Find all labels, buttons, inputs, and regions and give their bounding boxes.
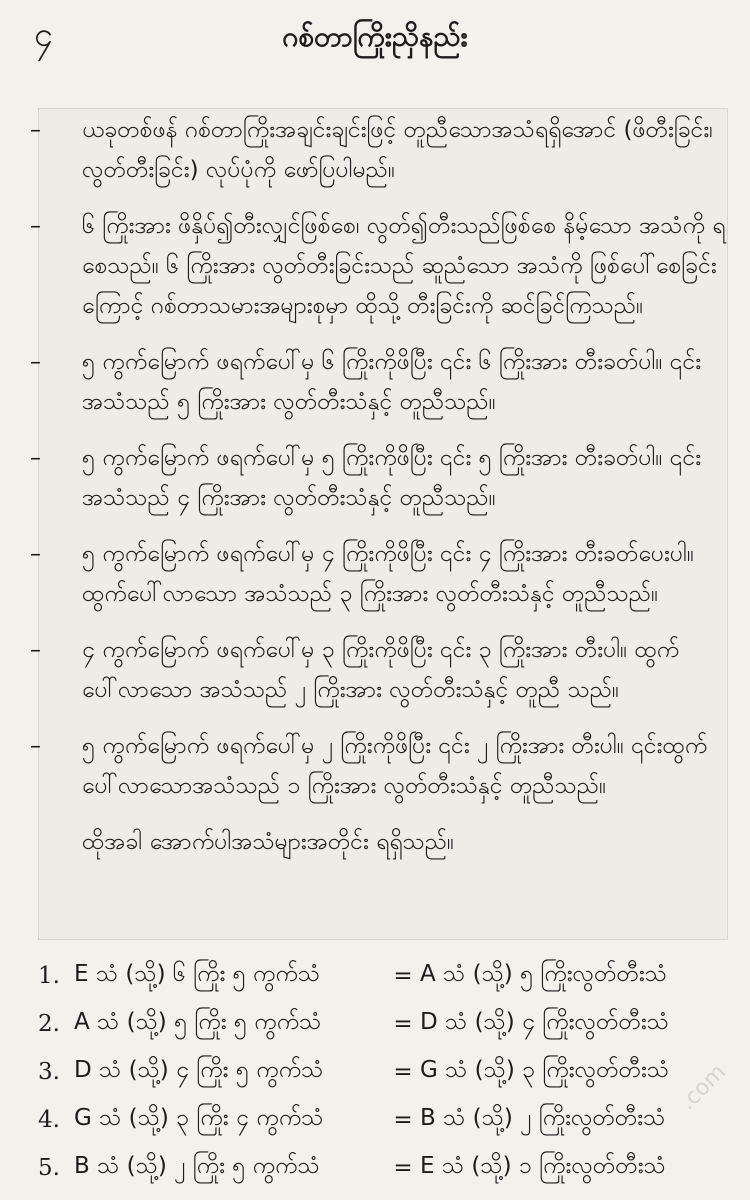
bullet-item — [30, 110, 730, 190]
bullet-text: ၆ ကြိုးအား ဖိနှိပ်၍တီးလျှင်ဖြစ်စေ၊ လွတ်၍တီးသည်ဖြစ်စေ နိမ့်သော အသံကို ရစေသည်။ ၆ ကြိုးအား လွတ်တီးခြင်းသည် ဆူညံသော အသံကို ဖြစ်ပေါ်စေခြင်းကြောင့် ဂစ်တာသမားအများစုမှာ ထိုသို့ တီးခြင်းကို ဆင်ခြင်ကြသည်။ — [82, 213, 726, 319]
bullet-text: ယခုတစ်ဖန် ဂစ်တာကြိုးအချင်းချင်းဖြင့် တူညီသောအသံရရှိအောင် (ဖိတီးခြင်း၊ လွတ်တီးခြင်း) လုပ်ပုံကို ဖော်ပြပါမည်။ — [82, 117, 713, 183]
item-right-text: B သံ (သို့) ၂ ကြိုးလွတ်တီးသံ — [420, 1105, 666, 1131]
list-item — [38, 1048, 738, 1096]
item-right-text: D သံ (သို့) ၄ ကြိုးလွတ်တီးသံ — [420, 1009, 669, 1035]
item-left-text: D သံ (သို့) ၄ ကြိုး ၅ ကွက်သံ — [74, 1057, 324, 1083]
item-left-text: A သံ (သို့) ၅ ကြိုး ၅ ကွက်သံ — [74, 1009, 322, 1035]
bullet-text: ၄ ကွက်မြောက် ဖရက်ပေါ်မှ ၃ ကြိုးကိုဖိပြီး ၎င်း ၃ ကြိုးအား တီးပါ။ ထွက်ပေါ်လာသော အသံသည် ၂ ကြိုးအား လွတ်တီးသံနှင့် တူညီ သည်။ — [82, 637, 680, 703]
item-number: 4. — [38, 1107, 60, 1133]
dash-marker: – — [30, 350, 41, 375]
list-item — [38, 952, 738, 1000]
item-right-text: A သံ (သို့) ၅ ကြိုးလွတ်တီးသံ — [420, 961, 667, 987]
equals-sign: = — [393, 1059, 413, 1085]
numbered-list — [38, 952, 738, 1192]
list-item — [38, 1096, 738, 1144]
list-item — [38, 1144, 738, 1192]
equals-sign: = — [393, 1107, 413, 1133]
bullet-item — [30, 342, 730, 422]
equals-sign: = — [393, 963, 413, 989]
bullet-text: ၅ ကွက်မြောက် ဖရက်ပေါ်မှ ၄ ကြိုးကိုဖိပြီး ၎င်း ၄ ကြိုးအား တီးခတ်ပေးပါ။ ထွက်ပေါ်လာသော အသံသည် ၃ ကြိုးအား လွတ်တီးသံနှင့် တူညီသည်။ — [82, 541, 694, 607]
item-right-text: E သံ (သို့) ၁ ကြိုးလွတ်တီးသံ — [420, 1153, 666, 1179]
equals-sign: = — [393, 1011, 413, 1037]
item-number: 3. — [38, 1059, 60, 1085]
watermark: .com — [675, 1059, 731, 1116]
item-number: 5. — [38, 1155, 60, 1181]
item-number: 2. — [38, 1011, 60, 1037]
dash-marker: – — [30, 446, 41, 471]
item-right-text: G သံ (သို့) ၃ ကြိုးလွတ်တီးသံ — [420, 1057, 670, 1083]
bullet-text: ၅ ကွက်မြောက် ဖရက်ပေါ်မှ ၆ ကြိုးကိုဖိပြီး ၎င်း ၆ ကြိုးအား တီးခတ်ပါ။ ၎င်းအသံသည် ၅ ကြိုးအား လွတ်တီးသံနှင့် တူညီသည်။ — [82, 349, 702, 415]
page-number: ၄ — [34, 15, 54, 55]
item-left-text: G သံ (သို့) ၃ ကြိုး ၄ ကွက်သံ — [74, 1105, 324, 1131]
dash-marker: – — [30, 734, 41, 759]
bullet-text: ၅ ကွက်မြောက် ဖရက်ပေါ်မှ ၂ ကြိုးကိုဖိပြီး ၎င်း ၂ ကြိုးအား တီးပါ။ ၎င်းထွက်ပေါ်လာသောအသံသည် ၁ ကြိုးအား လွတ်တီးသံနှင့် တူညီသည်။ — [82, 733, 708, 799]
dash-marker: – — [30, 542, 41, 567]
bullet-item — [30, 630, 730, 710]
dash-marker: – — [30, 638, 41, 663]
summary-line: ထိုအခါ အောက်ပါအသံများအတိုင်း ရရှိသည်။ — [82, 829, 455, 855]
item-number: 1. — [38, 963, 60, 989]
page-header-title: ဂစ်တာကြိုးညှိနည်း — [282, 20, 468, 53]
bullet-item — [30, 206, 730, 326]
equals-sign: = — [393, 1155, 413, 1181]
list-item — [38, 1000, 738, 1048]
item-left-text: B သံ (သို့) ၂ ကြိုး ၅ ကွက်သံ — [74, 1153, 320, 1179]
bullet-item — [30, 438, 730, 518]
bullet-item — [30, 726, 730, 806]
item-left-text: E သံ (သို့) ၆ ကြိုး ၅ ကွက်သံ — [74, 961, 321, 987]
bullet-text: ၅ ကွက်မြောက် ဖရက်ပေါ်မှ ၅ ကြိုးကိုဖိပြီး ၎င်း ၅ ကြိုးအား တီးခတ်ပါ။ ၎င်းအသံသည် ၄ ကြိုးအား လွတ်တီးသံနှင့် တူညီသည်။ — [82, 445, 702, 511]
bullet-item — [30, 534, 730, 614]
dash-marker: – — [30, 214, 41, 239]
dash-marker: – — [30, 118, 41, 143]
bullet-list — [30, 110, 730, 862]
